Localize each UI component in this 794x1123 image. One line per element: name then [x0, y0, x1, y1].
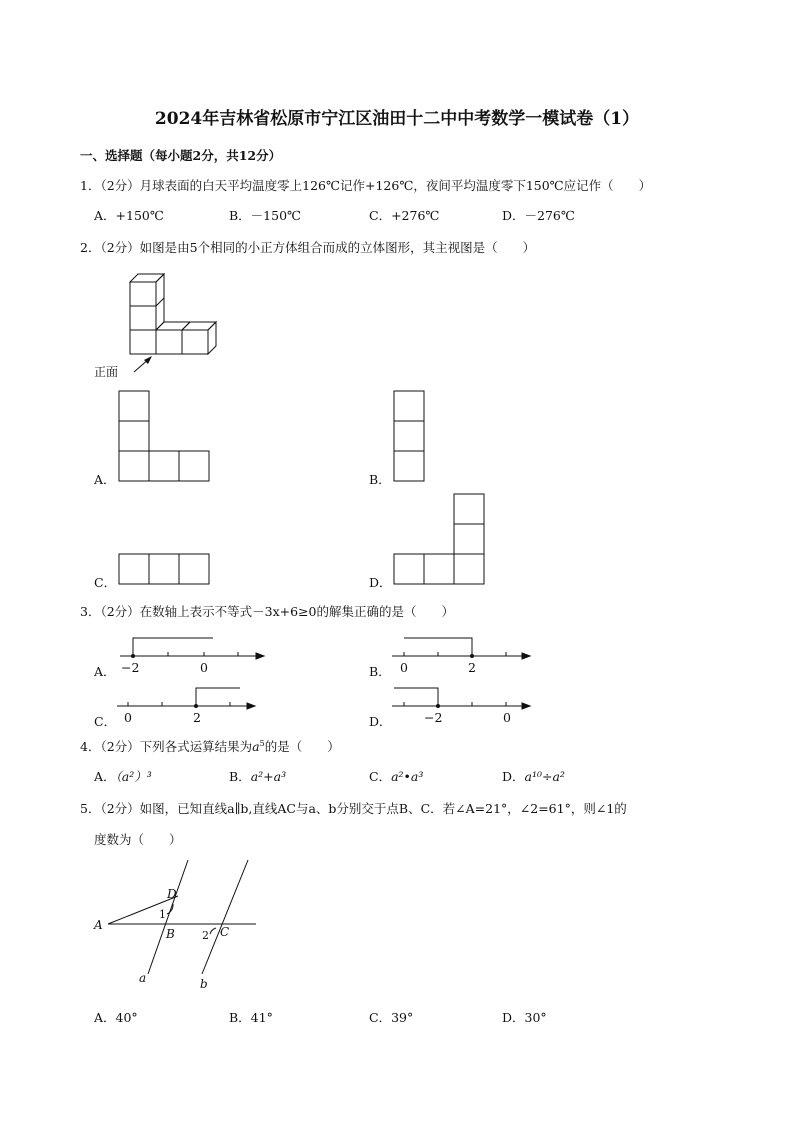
angle-2-label: 2 — [202, 929, 209, 942]
q2-option-c[interactable]: C． — [94, 575, 117, 590]
q2-option-a-figure — [118, 390, 212, 482]
question-5-stem-line2: 度数为（ ） — [94, 832, 182, 847]
q4-option-d-label: D． — [502, 769, 525, 784]
q1-option-b[interactable]: B．－150℃ — [229, 208, 302, 223]
question-3-stem: 3．（2分）在数轴上表示不等式－3x+6≥0的解集正确的是（ ） — [80, 604, 455, 619]
q5-geometry-figure — [90, 858, 270, 993]
q3-option-a-numberline — [118, 636, 268, 676]
q3-option-d-numberline — [390, 686, 540, 726]
q3-option-d[interactable]: D． — [369, 714, 392, 729]
page-title: 2024年吉林省松原市宁江区油田十二中中考数学一模试卷（1） — [154, 109, 640, 129]
front-arrow-icon — [130, 352, 160, 376]
angle-1-label: 1 — [159, 908, 166, 921]
q3c-label-0: 0 — [124, 710, 132, 725]
q4-option-d[interactable] — [502, 767, 565, 785]
point-c-label: C — [220, 925, 230, 939]
line-a-label: a — [139, 971, 147, 985]
q4-option-a-label: A． — [94, 769, 116, 784]
question-2-stem: 2．（2分）如图是由5个相同的小正方体组合而成的立体图形，其主视图是（ ） — [80, 240, 536, 255]
q5-option-d[interactable]: D．30° — [502, 1010, 547, 1025]
point-a-label: A — [94, 918, 103, 932]
q3c-label-2: 2 — [193, 710, 201, 725]
question-1-stem: 1．（2分）月球表面的白天平均温度零上126℃记作+126℃，夜间平均温度零下150℃应记作（ ） — [80, 178, 652, 193]
section-heading: 一、选择题（每小题2分，共12分） — [80, 148, 282, 163]
cube-stack-figure — [120, 268, 230, 358]
q3-option-b[interactable]: B． — [369, 664, 391, 679]
q3a-label-0: 0 — [200, 660, 208, 675]
q4-option-b[interactable] — [229, 767, 286, 785]
q4-option-c-expr: a²•a³ — [391, 769, 424, 784]
q3b-label-0: 0 — [400, 660, 408, 675]
q3-option-a[interactable]: A． — [94, 664, 116, 679]
q4-option-b-expr: a²+a³ — [250, 769, 287, 784]
question-5-stem-line1: 5．（2分）如图，已知直线a∥b,直线AC与a、b分别交于点B、C．若∠A=21°，∠2=61°，则∠1的 — [80, 801, 627, 816]
q5-option-c[interactable]: C．39° — [369, 1010, 414, 1025]
q5-option-b[interactable]: B．41° — [229, 1010, 273, 1025]
q2-option-b-figure — [393, 390, 427, 482]
q4-option-a[interactable] — [94, 767, 152, 785]
q3-option-b-numberline — [390, 636, 540, 676]
q4-option-c[interactable] — [369, 767, 423, 785]
q1-option-d[interactable]: D．－276℃ — [502, 208, 575, 223]
question-4-stem — [80, 737, 340, 755]
q5-option-a[interactable]: A．40° — [94, 1010, 138, 1025]
q4-option-b-label: B． — [229, 769, 251, 784]
q4-stem-pre: 4．（2分）下列各式运算结果为 — [80, 739, 253, 754]
q3d-label-0: 0 — [503, 710, 511, 725]
point-b-label: B — [166, 927, 175, 941]
front-label: 正面 — [94, 365, 119, 379]
q1-option-c[interactable]: C．+276℃ — [369, 208, 440, 223]
q2-option-b[interactable]: B． — [369, 472, 391, 487]
q1-option-a[interactable]: A．+150℃ — [94, 208, 164, 223]
line-b-label: b — [200, 977, 208, 991]
q3a-label-neg2: −2 — [121, 660, 140, 675]
q4-stem-var: a — [252, 739, 260, 754]
q3d-label-neg2: −2 — [424, 710, 443, 725]
q2-option-a[interactable]: A． — [94, 472, 116, 487]
q2-option-d-figure — [393, 493, 487, 585]
q3-option-c-numberline — [115, 686, 265, 726]
q4-stem-post: 的是（ ） — [264, 739, 340, 754]
q4-stem-exp: 5 — [259, 738, 265, 748]
point-d-label: D — [167, 887, 177, 901]
q3-option-c[interactable]: C． — [94, 714, 117, 729]
q4-option-a-expr: （a²）³ — [115, 769, 152, 784]
q4-option-d-expr: a¹⁰÷a² — [524, 769, 565, 784]
q2-option-d[interactable]: D． — [369, 575, 392, 590]
q3b-label-2: 2 — [468, 660, 476, 675]
q4-option-c-label: C． — [369, 769, 392, 784]
q2-option-c-figure — [118, 553, 212, 585]
